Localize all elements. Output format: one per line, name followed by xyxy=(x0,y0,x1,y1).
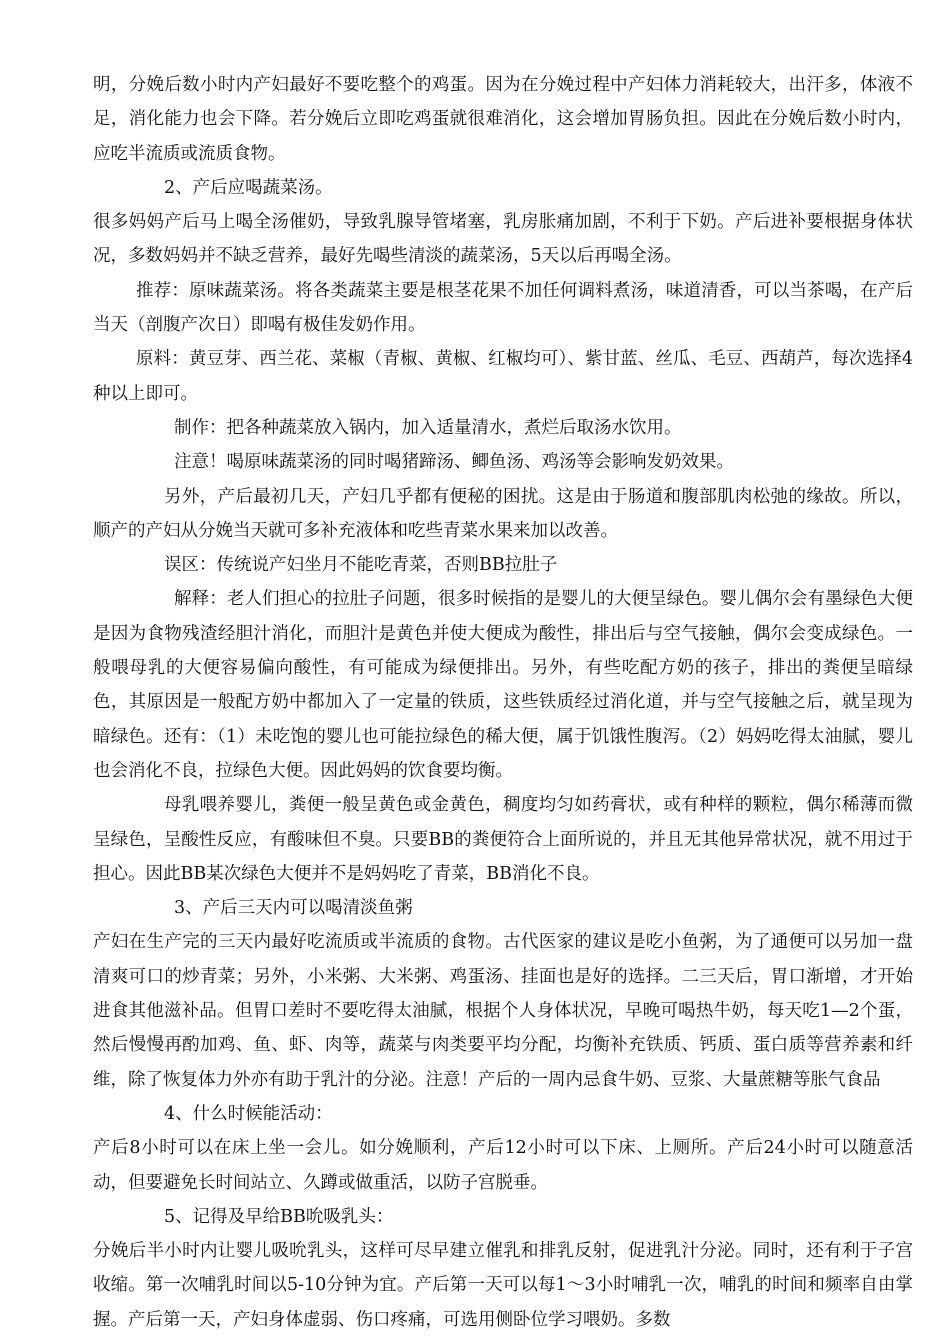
paragraph-full-soup: 很多妈妈产后马上喝全汤催奶，导致乳腺导管堵塞，乳房胀痛加剧，不利于下奶。产后进补要根据身体状况，多数妈妈并不缺乏营养，最好先喝些清淡的蔬菜汤，5天以后再喝全汤。 xyxy=(93,212,913,267)
paragraph-ingredients: 原料：黄豆芽、西兰花、菜椒（青椒、黄椒、红椒均可）、紫甘蓝、丝瓜、毛豆、西葫芦，每次选择4种以上即可。 xyxy=(93,349,913,404)
heading-nursing: 5、记得及早给BB吮吸乳头： xyxy=(164,1206,394,1227)
paragraph-activity: 产后8小时可以在床上坐一会儿。如分娩顺利，产后12小时可以下床、上厕所。产后24小时可以随意活动，但要避免长时间站立、久蹲或做重活，以防子宫脱垂。 xyxy=(93,1138,913,1193)
paragraph-egg-advice: 明，分娩后数小时内产妇最好不要吃整个的鸡蛋。因为在分娩过程中产妇体力消耗较大，出汗多，体液不足，消化能力也会下降。若分娩后立即吃鸡蛋就很难消化，这会增加胃肠负担。因此在分娩后数小时内，应吃半流质或流质食物。 xyxy=(93,75,913,164)
paragraph-preparation: 制作：把各种蔬菜放入锅内，加入适量清水，煮烂后取汤水饮用。 xyxy=(174,417,682,438)
document-body xyxy=(93,68,913,1337)
paragraph-constipation: 另外，产后最初几天，产妇几乎都有便秘的困扰。这是由于肠道和腹部肌肉松弛的缘故。所以，顺产的产妇从分娩当天就可多补充液体和吃些青菜水果来加以改善。 xyxy=(93,486,913,541)
paragraph-caution: 注意！喝原味蔬菜汤的同时喝猪蹄汤、鲫鱼汤、鸡汤等会影响发奶效果。 xyxy=(174,452,734,473)
paragraph-recommendation: 推荐：原味蔬菜汤。将各类蔬菜主要是根茎花果不加任何调料煮汤，味道清香，可以当茶喝，在产后当天（剖腹产次日）即喝有极佳发奶作用。 xyxy=(93,280,913,336)
heading-vegetable-soup: 2、产后应喝蔬菜汤。 xyxy=(164,177,333,198)
heading-fish-porridge: 3、产后三天内可以喝清淡鱼粥 xyxy=(174,898,413,919)
paragraph-three-days-diet: 产妇在生产完的三天内最好吃流质或半流质的食物。古代医家的建议是吃小鱼粥，为了通便可以另加一盘清爽可口的炒青菜；另外，小米粥、大米粥、鸡蛋汤、挂面也是好的选择。二三天后，胃口渐增，才开始进食其他滋补品。但胃口差时不要吃得太油腻，根据个人身体状况，早晚可喝热牛奶，每天吃1—2个蛋，然后慢慢再酌加鸡、鱼、虾、肉等，蔬菜与肉类要平均分配，均衡补充铁质、钙质、蛋白质等营养素和纤维，除了恢复体力外亦有助于乳汁的分泌。注意！产后的一周内忌食牛奶、豆浆、大量蔗糖等胀气食品 xyxy=(93,932,913,1090)
paragraph-breastfeeding-stool: 母乳喂养婴儿，粪便一般呈黄色或金黄色，稠度均匀如药膏状，或有种样的颗粒，偶尔稀薄而微呈绿色，呈酸性反应，有酸味但不臭。只要BB的粪便符合上面所说的，并且无其他异常状况，就不用过于担心。因此BB某次绿色大便并不是妈妈吃了青菜，BB消化不良。 xyxy=(93,795,913,884)
paragraph-explanation: 解释：老人们担心的拉肚子问题，很多时候指的是婴儿的大便呈绿色。婴儿偶尔会有墨绿色大便是因为食物残渣经胆汁消化，而胆汁是黄色并使大便成为酸性，排出后与空气接触，偶尔会变成绿色。一般喂母乳的大便容易偏向酸性，有可能成为绿便排出。另外，有些吃配方奶的孩子，排出的粪便呈暗绿色，其原因是一般配方奶中都加入了一定量的铁质，这些铁质经过消化道，并与空气接触之后，就呈现为暗绿色。还有：（1）未吃饱的婴儿也可能拉绿色的稀大便，属于饥饿性腹泻。（2）妈妈吃得太油腻，婴儿也会消化不良，拉绿色大便。因此妈妈的饮食要均衡。 xyxy=(93,589,913,781)
paragraph-misconception: 误区：传统说产妇坐月不能吃青菜，否则BB拉肚子 xyxy=(164,555,558,576)
paragraph-nursing: 分娩后半小时内让婴儿吸吮乳头，这样可尽早建立催乳和排乳反射，促进乳汁分泌。同时，还有利于子宫收缩。第一次哺乳时间以5-10分钟为宜。产后第一天可以每1～3小时哺乳一次，哺乳的时间和频率自由掌握。产后第一天，产妇身体虚弱、伤口疼痛，可选用侧卧位学习喂奶。多数 xyxy=(93,1241,913,1330)
heading-activity: 4、什么时候能活动： xyxy=(164,1103,333,1124)
